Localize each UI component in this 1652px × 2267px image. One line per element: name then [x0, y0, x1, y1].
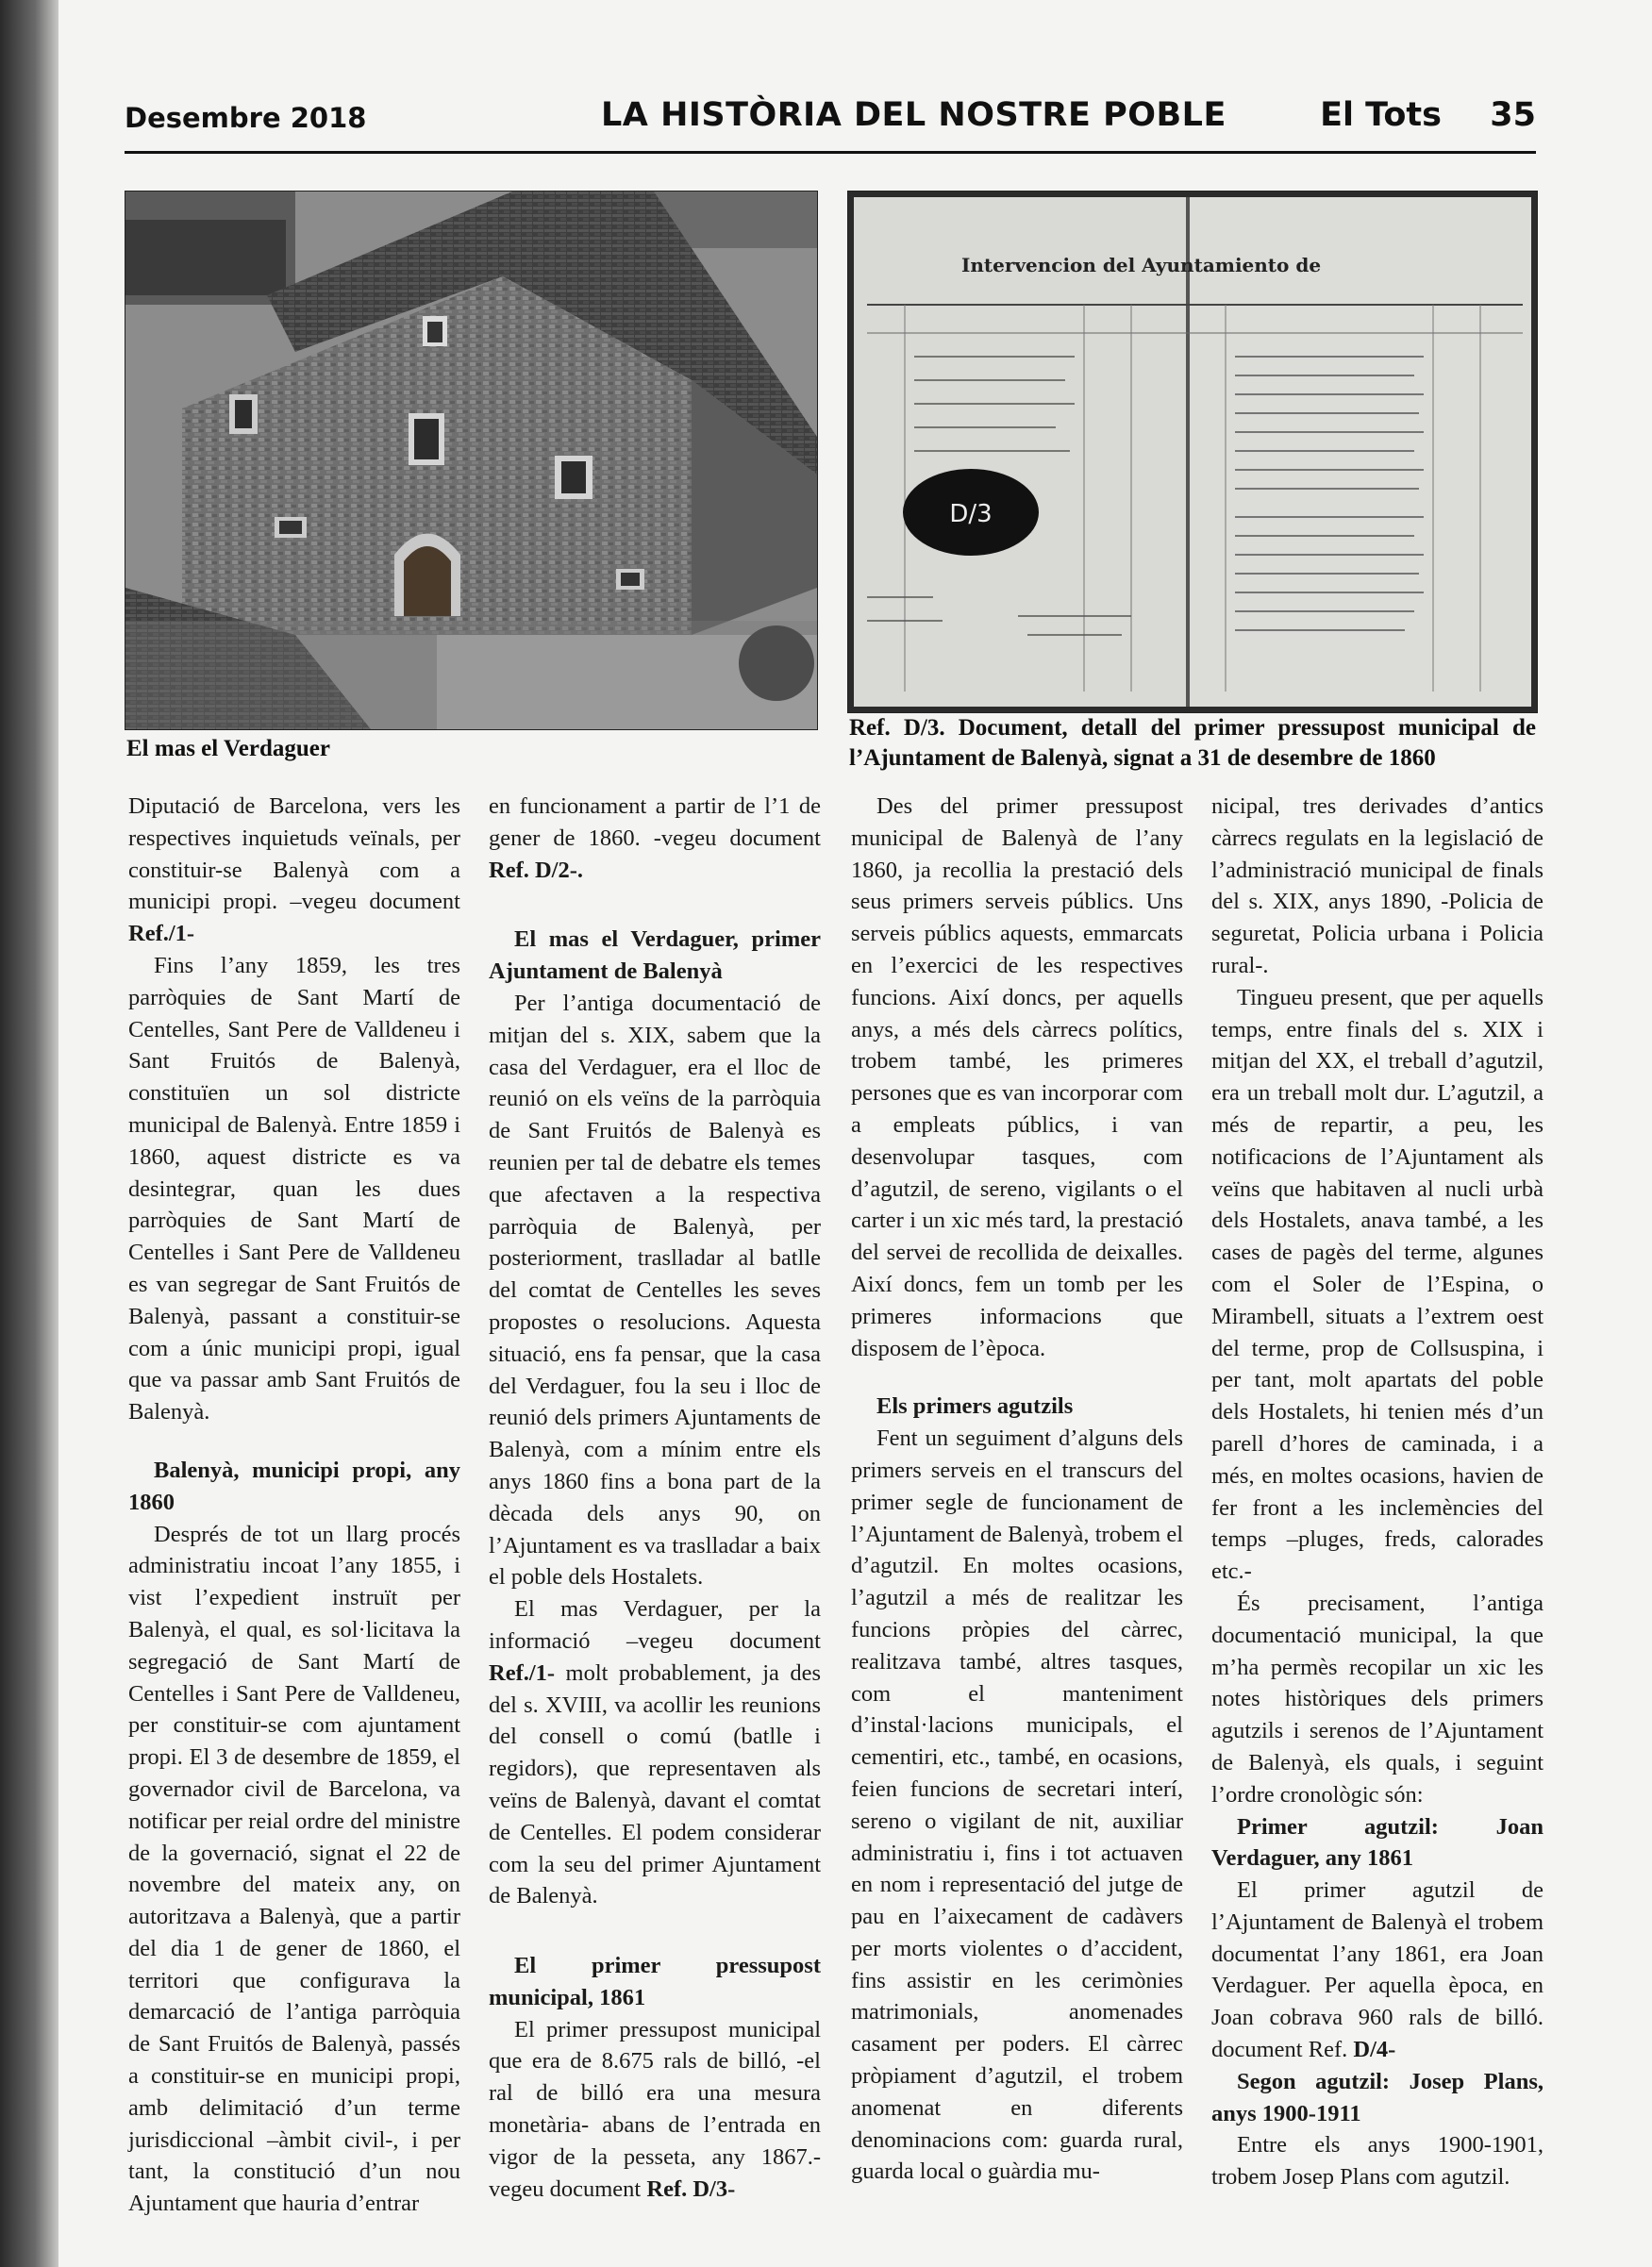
paragraph: en funcionament a partir de l’1 de gener de 1860. -vegeu document Ref. D/2-. [489, 793, 821, 883]
section-heading: El primer pressupost municipal, 1861 [489, 1953, 821, 2010]
page-number: 35 [1490, 96, 1536, 134]
document-reference: Ref./1- [128, 921, 195, 947]
issue-date: Desembre 2018 [125, 102, 367, 134]
paragraph: Fent un seguiment d’alguns dels primers serveis en el transcurs del primer segle de funcionament de l’Ajuntament de Balenyà, trobem el d’agutzil. En moltes ocasions, l’agutzil a més de realitzar les funcions pròpies del càrrec, realitzava també, altres tasques, com el manteniment d’instal·lacions municipals, el cementiri, etc., també, en ocasions, feien funcions de secretari interí, sereno o vigilant de nit, auxiliar administratiu i, fins i tot actuaven en nom i representació del jutge de pau en l’aixecament de cadàvers per morts violentes o d’accident, fins assistir en les cerimònies matrimonials, anomenades casament per poders. El càrrec pròpiament d’agutzil, el trobem anomenat en diferents denominacions com: guarda rural, guarda local o guàrdia mu- [851, 1425, 1183, 2185]
paragraph: Fins l’any 1859, les tres parròquies de Sant Martí de Centelles, Sant Pere de Valldeneu i Sant Fruitós de Balenyà, constituïen un sol districte municipal de Balenyà. Entre 1859 i 1860, aquest districte es va desintegrar, quan les dues parròquies de Sant Martí de Centelles i Sant Pere de Valldeneu es van segregar de Sant Fruitós de Balenyà, passant a constituir-se com a únic municipi propi, igual que va passar amb Sant Fruitós de Balenyà. [128, 952, 460, 1425]
paragraph: Entre els anys 1900-1901, trobem Josep Plans com agutzil. [1211, 2132, 1544, 2191]
text-column-2 [489, 791, 821, 2205]
document-reference: Ref. D/3- [646, 2175, 736, 2202]
text-column-1 [128, 791, 460, 2220]
paragraph: nicipal, tres derivades d’antics càrrecs regulats en la legislació de l’administració municipal de finals del s. XIX, anys 1890, -Policia de seguretat, Policia urbana i Policia rural-. [1211, 793, 1544, 978]
section-heading: El mas el Verdaguer, primer Ajuntament de Balenyà [489, 926, 821, 985]
document-reference: D/4- [1353, 2037, 1396, 2063]
page-header [125, 92, 1536, 142]
paragraph: Després de tot un llarg procés administratiu incoat l’any 1855, i vist l’expedient instruït per Balenyà, el qual, es sol·licitava la segregació de Sant Martí de Centelles i Sant Pere de Valldeneu, per constituir-se com ajuntament propi. El 3 de desembre de 1859, el governador civil de Barcelona, va notificar per reial ordre del ministre de la governació, signat el 22 de novembre del mateix any, on autoritzava a Balenyà, que a partir del dia 1 de gener de 1860, el territori que configurava la demarcació de l’antiga parròquia de Sant Fruitós de Balenyà, passés a constituir-se en municipi propi, amb delimitació d’un terme jurisdiccional –àmbit civil-, i per tant, la constitució d’un nou Ajuntament que hauria d’entrar [128, 1521, 460, 2217]
binding-gutter [0, 0, 58, 2267]
photo2-caption: Ref. D/3. Document, detall del primer pressupost municipal de l’Ajuntament de Balenyà, signat a 31 de desembre de 1860 [849, 715, 1536, 771]
document-badge: D/3 [949, 500, 993, 528]
ledger-document-photo [847, 191, 1538, 713]
ledger-header: Intervencion del Ayuntamiento de [961, 254, 1322, 276]
magazine-name: El Tots [1320, 96, 1442, 134]
paragraph: Diputació de Barcelona, vers les respectives inquietuds veïnals, per constituir-se Balenyà com a municipi propi. –vegeu document Ref./1- [128, 793, 460, 947]
paragraph: El primer agutzil de l’Ajuntament de Balenyà el trobem documentat l’any 1861, era Joan Verdaguer. Per aquella època, en Joan cobrava 960 rals de billó. document Ref. D/4- [1211, 1877, 1544, 2063]
header-rule [125, 151, 1536, 154]
text-column-4 [1211, 791, 1544, 2193]
farmhouse-photo [125, 191, 818, 730]
section-heading: Segon agutzil: Josep Plans, anys 1900-1911 [1211, 2068, 1544, 2126]
paragraph: És precisament, l’antiga documentació municipal, la que m’ha permès recopilar un xic les notes històriques dels primers agutzils i serenos de l’Ajuntament de Balenyà, els quals, i seguint l’ordre cronològic són: [1211, 1590, 1544, 1808]
paragraph: El primer pressupost municipal que era de 8.675 rals de billó, -el ral de billó era una mesura monetària- abans de l’entrada en vigor de la pesseta, any 1867.-vegeu document Ref. D/3- [489, 2016, 821, 2202]
section-title: LA HISTÒRIA DEL NOSTRE POBLE [601, 96, 1226, 134]
text-column-3 [851, 791, 1183, 2188]
photo1-caption: El mas el Verdaguer [126, 736, 330, 761]
document-reference: Ref. D/2-. [489, 857, 584, 883]
document-reference: Ref./1- [489, 1659, 556, 1686]
paragraph: Tingueu present, que per aquells temps, entre finals del s. XIX i mitjan del XX, el treball d’agutzil, era un treball molt dur. L’agutzil, a més de repartir, a peu, les notificacions de l’Ajuntament als veïns que habitaven al nucli urbà dels Hostalets, anava també, a les cases de pagès del terme, algunes com el Soler de l’Espina, o Mirambell, situats a l’extrem oest del terme, prop de Collsuspina, i per tant, molt apartats del poble dels Hostalets, hi tenien més d’un parell d’hores de caminada, i a més, en moltes ocasions, havien de fer front a les inclemències del temps –pluges, freds, calorades etc.- [1211, 984, 1544, 1585]
paragraph: El mas Verdaguer, per la informació –vegeu document Ref./1- molt probablement, ja des del s. XVIII, va acollir les reunions del consell o comú (batlle i regidors), que representaven als veïns de Balenyà, davant el comtat de Centelles. El podem considerar com la seu del primer Ajuntament de Balenyà. [489, 1596, 822, 1909]
section-heading: Primer agutzil: Joan Verdaguer, any 1861 [1211, 1813, 1544, 1872]
paragraph: Des del primer pressupost municipal de Balenyà de l’any 1860, ja recollia la prestació dels seus primers serveis públics. Uns serveis públics aquests, emmarcats en l’exercici de les respectives funcions. Així doncs, per aquells anys, a més dels càrrecs polítics, trobem també, les primeres persones que es van incorporar com a empleats públics, i van desenvolupar tasques, com d’agutzil, de sereno, vigilants o el carter i un xic més tard, la prestació del servei de recollida de deixalles. Així doncs, fem un tomb per les primeres informacions que disposem de l’època. [851, 793, 1183, 1361]
section-heading: Balenyà, municipi propi, any 1860 [128, 1457, 460, 1515]
section-heading: Els primers agutzils [876, 1393, 1074, 1420]
paragraph: Per l’antiga documentació de mitjan del s. XIX, sabem que la casa del Verdaguer, era el lloc de reunió on els veïns de la parròquia de Sant Fruitós de Balenyà es reunien per tal de debatre els temes que afectaven a la respectiva parròquia de Balenyà, per posteriorment, traslladar al batlle del comtat de Centelles les seves propostes o resolucions. Aquesta situació, ens fa pensar, que la casa del Verdaguer, fou la seu i lloc de reunió dels primers Ajuntaments de Balenyà, com a mínim entre els anys 1860 fins a bona part de la dècada dels anys 90, on l’Ajuntament es va traslladar a baix el poble dels Hostalets. [489, 990, 821, 1591]
